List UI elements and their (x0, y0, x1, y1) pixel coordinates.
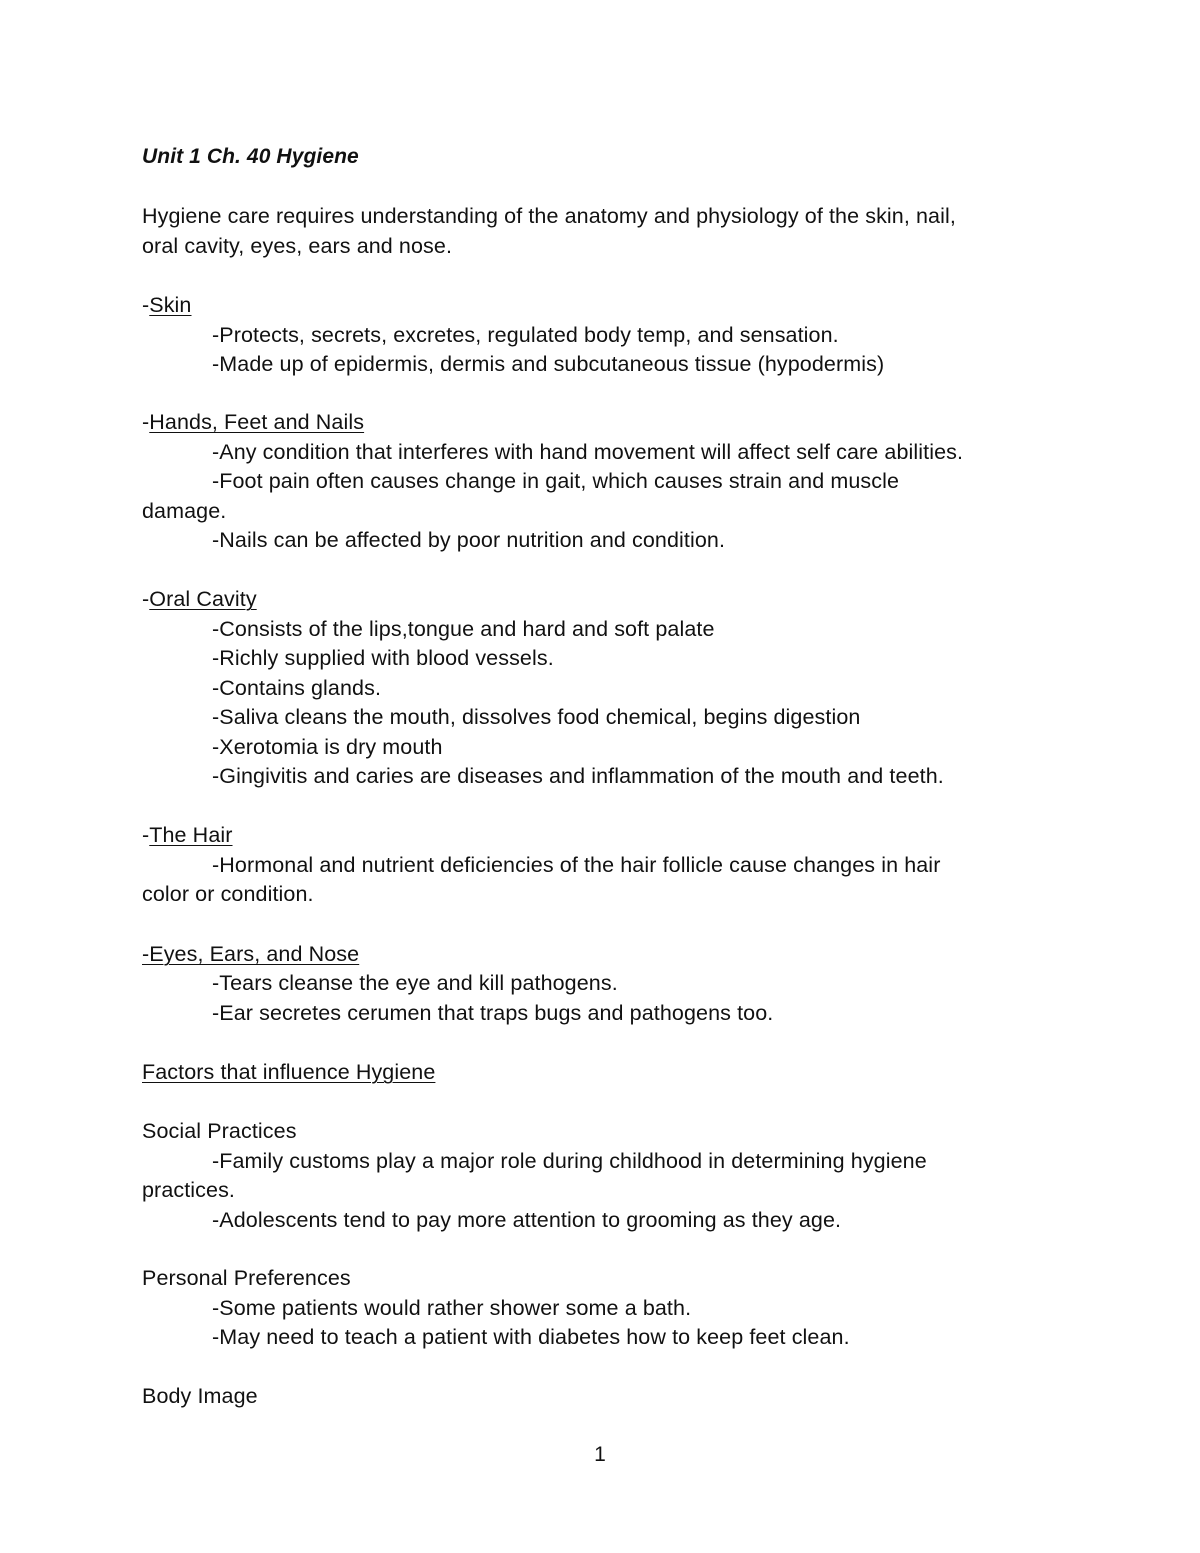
skin-item: -Protects, secrets, excretes, regulated body temp, and sensation. (212, 323, 839, 347)
oral-item: -Xerotomia is dry mouth (212, 735, 443, 759)
oral-item: -Richly supplied with blood vessels. (212, 646, 554, 670)
eyes-item: -Tears cleanse the eye and kill pathogens. (212, 971, 618, 995)
hands-item-continued: damage. (142, 499, 227, 523)
personal-item: -Some patients would rather shower some a bath. (212, 1296, 692, 1320)
eyes-item: -Ear secretes cerumen that traps bugs and pathogens too. (212, 1001, 774, 1025)
hair-item: -Hormonal and nutrient deficiencies of the hair follicle cause changes in hair (212, 853, 941, 877)
hair-heading: -The Hair (142, 823, 233, 847)
personal-item: -May need to teach a patient with diabetes how to keep feet clean. (212, 1325, 850, 1349)
intro-line-2: oral cavity, eyes, ears and nose. (142, 234, 453, 258)
hair-heading-text: The Hair (149, 823, 233, 847)
oral-item: -Contains glands. (212, 676, 382, 700)
hands-item: -Foot pain often causes change in gait, which causes strain and muscle (212, 469, 900, 493)
skin-heading: -Skin (142, 293, 192, 317)
personal-heading: Personal Preferences (142, 1266, 351, 1290)
intro-line-1: Hygiene care requires understanding of the anatomy and physiology of the skin, nail, (142, 204, 956, 228)
hands-heading: -Hands, Feet and Nails (142, 410, 365, 434)
eyes-heading: -Eyes, Ears, and Nose (142, 942, 360, 966)
skin-heading-text: Skin (149, 293, 192, 317)
oral-heading: -Oral Cavity (142, 587, 257, 611)
document-title: Unit 1 Ch. 40 Hygiene (142, 145, 359, 168)
social-item-continued: practices. (142, 1178, 236, 1202)
body-image-heading: Body Image (142, 1384, 258, 1408)
skin-item: -Made up of epidermis, dermis and subcutaneous tissue (hypodermis) (212, 352, 885, 376)
hands-heading-text: Hands, Feet and Nails (149, 410, 365, 434)
social-item: -Adolescents tend to pay more attention to grooming as they age. (212, 1208, 842, 1232)
hands-item: -Nails can be affected by poor nutrition and condition. (212, 528, 726, 552)
oral-item: -Consists of the lips,tongue and hard and soft palate (212, 617, 715, 641)
page-number: 1 (594, 1443, 606, 1466)
oral-item: -Gingivitis and caries are diseases and inflammation of the mouth and teeth. (212, 764, 944, 788)
social-item: -Family customs play a major role during childhood in determining hygiene (212, 1149, 927, 1173)
social-heading: Social Practices (142, 1119, 297, 1143)
hair-item-continued: color or condition. (142, 882, 314, 906)
factors-heading: Factors that influence Hygiene (142, 1060, 436, 1084)
oral-heading-text: Oral Cavity (149, 587, 257, 611)
oral-item: -Saliva cleans the mouth, dissolves food chemical, begins digestion (212, 705, 861, 729)
hands-item: -Any condition that interferes with hand movement will affect self care abilities. (212, 440, 964, 464)
